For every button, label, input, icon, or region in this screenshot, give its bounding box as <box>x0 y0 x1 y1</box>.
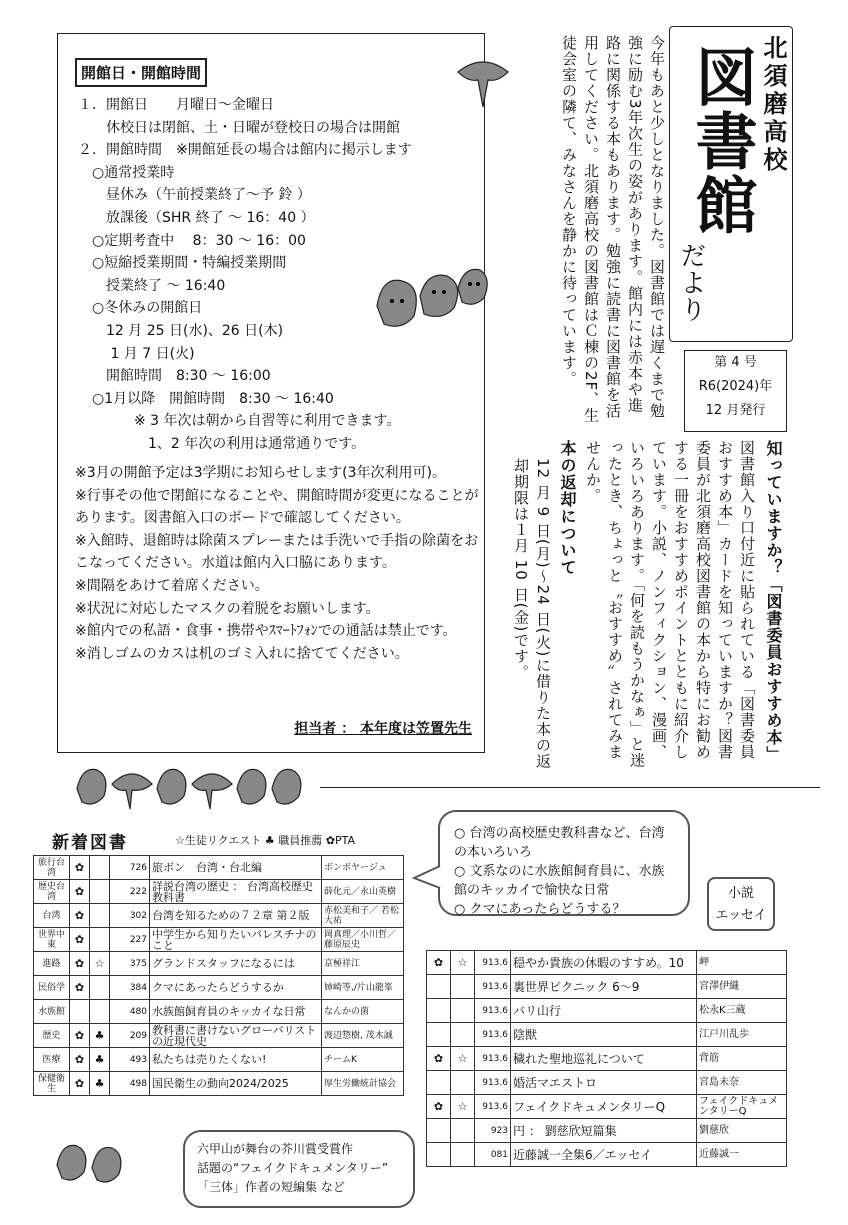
hours-line: 12 月 25 日(水)、26 日(木) <box>78 322 284 339</box>
table-row <box>34 1048 404 1072</box>
cell-mark: ✿ <box>70 880 90 904</box>
cell-class-number: 222 <box>110 880 150 904</box>
divider <box>320 787 820 788</box>
cell-mark: ✿ <box>427 1047 451 1071</box>
table-row <box>427 1047 787 1071</box>
table-row <box>34 880 404 904</box>
cell-category: 進路 <box>34 952 70 976</box>
cell-mark <box>427 1119 451 1143</box>
cell-author: 松永K三蔵 <box>697 999 787 1023</box>
cell-title: 裏世界ピクニック 6～9 <box>511 975 697 999</box>
cell-mark <box>90 904 110 928</box>
cell-mark: ♣ <box>90 1072 110 1096</box>
cell-class-number: 923 <box>475 1119 511 1143</box>
table-row <box>427 999 787 1023</box>
bubble-tail-icon <box>412 862 442 892</box>
table-row <box>427 1119 787 1143</box>
table-row <box>427 951 787 975</box>
table-row <box>34 1072 404 1096</box>
cell-title: 旅ボン 台湾・台北編 <box>150 856 322 880</box>
cell-class-number: 227 <box>110 928 150 952</box>
cell-mark: ☆ <box>451 1047 475 1071</box>
cell-class-number: 913.6 <box>475 975 511 999</box>
cell-title: 近藤誠一全集6／エッセイ <box>511 1143 697 1167</box>
cell-category: 民俗学 <box>34 976 70 1000</box>
table-row <box>34 976 404 1000</box>
cell-mark <box>451 1071 475 1095</box>
cell-mark <box>427 1023 451 1047</box>
hours-line: 1、2 年次の利用は通常通りです。 <box>78 435 366 452</box>
speech-bubble-genre: 小説 エッセイ <box>707 877 775 931</box>
masthead-title: 図書館 <box>685 45 758 237</box>
bubble-line: ○ クマにあったらどうする？ <box>454 902 626 917</box>
note: ※間隔をあけて着席ください。 <box>75 577 269 594</box>
cell-title: 水族館飼育員のキッカイな日常 <box>150 1000 322 1024</box>
hours-line: 昼休み（午前授業終了～予 鈴 ） <box>78 187 311 204</box>
intro-text: 今年もあと少しとなりました。図書館では遅くまで勉強に励む3年次生の姿があります。館内には赤本や進路に関係する本もあります。勉強に読書に図書館を活用してください。北須磨高校の図書館はＣ棟の2F、生徒会室の隣て、みなさんを静かに待っています。 <box>560 35 666 424</box>
bubble-line: 話題の“フェイクドキュメンタリー” <box>197 1161 389 1175</box>
hours-line: 1 月 7 日(火) <box>78 345 195 362</box>
cell-author: 宮澤伊織 <box>697 975 787 999</box>
cell-class-number: 726 <box>110 856 150 880</box>
cell-mark <box>427 999 451 1023</box>
cell-category: 台湾 <box>34 904 70 928</box>
cell-author: 姉崎等,/片山龍峯 <box>322 976 404 1000</box>
cell-mark: ✿ <box>70 976 90 1000</box>
note: ※状況に対応したマスクの着脱をお願いします。 <box>75 600 380 617</box>
cell-class-number: 913.6 <box>475 1095 511 1119</box>
cell-author: 近藤誠一 <box>697 1143 787 1167</box>
cell-title: グランドスタッフになるには <box>150 952 322 976</box>
table-row <box>427 975 787 999</box>
table-row <box>427 1095 787 1119</box>
hours-line: ○1月以降 開館時間 8:30 ～ 16:40 <box>78 390 334 407</box>
cell-title: バリ山行 <box>511 999 697 1023</box>
issue-number: 第 4 号 <box>714 355 757 370</box>
cell-class-number: 302 <box>110 904 150 928</box>
notes <box>75 462 480 665</box>
table-row <box>427 1023 787 1047</box>
bubble-line: ○ 台湾の高校歴史教科書など、台湾の本いろいろ <box>454 826 665 860</box>
note: ※館内での私語・食事・携帯やｽﾏｰﾄﾌｫﾝでの通話は禁止です。 <box>75 623 457 640</box>
cell-mark <box>90 928 110 952</box>
ginkgo-leaf-icon <box>448 52 518 112</box>
cell-category: 旅行台湾 <box>34 856 70 880</box>
new-books-title: 新着図書 <box>52 833 128 853</box>
cell-title: 穢れた聖地巡礼について <box>511 1047 697 1071</box>
cell-author: 岬 <box>697 951 787 975</box>
cell-class-number: 081 <box>475 1143 511 1167</box>
cell-title: 婚活マエストロ <box>511 1071 697 1095</box>
table-row <box>34 904 404 928</box>
table-row <box>427 1143 787 1167</box>
cell-author: 岡真理／小川哲／藤原辰史 <box>322 928 404 952</box>
cell-mark <box>451 1143 475 1167</box>
shitteimasu-body: 図書館入り口付近に貼られている「図書委員おすすめ本」カードを知っていますか？図書委員が北須磨高校図書館の本から特にお勧めする一冊をおすすめポイントとともに紹介しています。小説、ノンフィクション、漫画、いろいろあります。「何を読もうかなぁ」と迷ったとき、ちょっと〝おすすめ〟されてみませんか。 <box>584 440 756 769</box>
staff-in-charge: 担当者 ： 本年度は笠置先生 <box>294 721 472 737</box>
cell-mark <box>427 975 451 999</box>
issue-box <box>684 350 787 432</box>
cell-title: 国民衛生の動向2024/2025 <box>150 1072 322 1096</box>
cell-mark: ✿ <box>70 1024 90 1048</box>
hours-line: ○通常授業時 <box>78 164 175 181</box>
cell-author: なんかの菌 <box>322 1000 404 1024</box>
cell-author: 宮島未奈 <box>697 1071 787 1095</box>
speech-bubble-akutagawa <box>183 1130 415 1208</box>
cell-mark: ✿ <box>70 1048 90 1072</box>
cell-title: フェイクドキュメンタリーQ <box>511 1095 697 1119</box>
cell-mark: ✿ <box>70 928 90 952</box>
bubble-line: ○ 文系なのに水族館飼育員に、水族館のキッカイで愉快な日常 <box>454 864 665 898</box>
new-books-legend: ☆生徒リクエスト ♣ 職員推薦 ✿PTA <box>175 834 356 847</box>
cell-class-number: 493 <box>110 1048 150 1072</box>
cell-mark <box>451 1119 475 1143</box>
cell-author: 厚生労働統計協会 <box>322 1072 404 1096</box>
cell-author: 赤松美和子／ 若松大祐 <box>322 904 404 928</box>
cell-category: 水族館 <box>34 1000 70 1024</box>
cell-mark: ✿ <box>70 952 90 976</box>
hours-line: 放課後（SHR 終了 ～ 16：40 ） <box>78 209 315 226</box>
cell-class-number: 375 <box>110 952 150 976</box>
bubble-line: 「三体」作者の短編集 など <box>197 1180 345 1194</box>
note: ※入館時、退館時は除菌スプレーまたは手洗いで手指の除菌をおこなってください。水道は館内入口脇にあります。 <box>75 532 479 572</box>
cell-mark <box>70 1000 90 1024</box>
cell-title: 穏やか貴族の休暇のすすめ。10 <box>511 951 697 975</box>
cell-mark: ☆ <box>90 952 110 976</box>
hours-line: ○冬休みの開館日 <box>78 300 203 317</box>
cell-mark: ✿ <box>427 951 451 975</box>
table-row <box>34 1000 404 1024</box>
cell-category: 歴史台湾 <box>34 880 70 904</box>
cell-author: 京極祥江 <box>322 952 404 976</box>
cell-title: 円 ： 劉慈欣短篇集 <box>511 1119 697 1143</box>
cell-mark <box>427 1071 451 1095</box>
hours-line: 授業終了 ～ 16:40 <box>78 277 226 294</box>
hours-box <box>57 33 485 753</box>
cell-mark: ✿ <box>427 1095 451 1119</box>
shitteimasu-heading: 知っていますか？「図書委員おすすめ本」 <box>764 440 783 763</box>
table-row <box>34 856 404 880</box>
cell-mark <box>451 975 475 999</box>
leaf-characters-icon <box>372 266 492 346</box>
cell-class-number: 384 <box>110 976 150 1000</box>
cell-title: 中学生から知りたいパレスチナのこと <box>150 928 322 952</box>
cell-mark <box>427 1143 451 1167</box>
cell-title: 詳説台湾の歴史 ： 台湾高校歴史教科書 <box>150 880 322 904</box>
return-heading: 本の返却について <box>558 440 577 576</box>
cell-mark <box>90 856 110 880</box>
cell-title: 私たちは売りたくない! <box>150 1048 322 1072</box>
new-books-table <box>33 855 404 1096</box>
cell-mark: ♣ <box>90 1024 110 1048</box>
bubble-line: 六甲山が舞台の芥川賞受賞作 <box>197 1142 354 1156</box>
issue-month: 12 月発行 <box>705 403 766 418</box>
issue-year: R6(2024)年 <box>698 379 773 394</box>
note: ※消しゴムのカスは机のゴミ入れに捨ててください。 <box>75 645 409 662</box>
cell-category: 世界中東 <box>34 928 70 952</box>
cell-mark: ✿ <box>70 856 90 880</box>
cell-title: 台湾を知るための７２章 第２版 <box>150 904 322 928</box>
cell-author: 背筋 <box>697 1047 787 1071</box>
cell-mark: ✿ <box>70 904 90 928</box>
cell-author: チームK <box>322 1048 404 1072</box>
table-row <box>34 928 404 952</box>
masthead-subtitle: だより <box>676 242 706 323</box>
cell-category: 医療 <box>34 1048 70 1072</box>
cell-author: 江戸川乱歩 <box>697 1023 787 1047</box>
cell-author: ボンボヤージュ <box>322 856 404 880</box>
cell-mark <box>90 1000 110 1024</box>
masthead-school: 北須磨高校 <box>759 35 787 175</box>
cell-author: 渡辺惣樹, 茂木誠 <box>322 1024 404 1048</box>
hours-line: 開館時間 8:30 ～ 16:00 <box>78 368 271 385</box>
cell-class-number: 498 <box>110 1072 150 1096</box>
table-row <box>34 952 404 976</box>
hours-line: ○短縮授業期間・特編授業期間 <box>78 255 287 272</box>
cell-mark: ☆ <box>451 951 475 975</box>
note: ※3月の開館予定は3学期にお知らせします(3年次利用可)。 <box>75 465 446 481</box>
cell-mark <box>451 1023 475 1047</box>
cell-author: 薛化元／永山英樹 <box>322 880 404 904</box>
speech-bubble-taiwan <box>438 810 690 916</box>
cell-class-number: 913.6 <box>475 951 511 975</box>
return-body: 12 月 9 日(月)～24 日(火)に借りた本の返却期限は１月 10 日(金)です。 <box>512 458 552 770</box>
cell-class-number: 913.6 <box>475 1071 511 1095</box>
cell-title: 陰獣 <box>511 1023 697 1047</box>
hours-line: ※ 3 年次は朝から自習等に利用できます。 <box>78 413 401 430</box>
note: ※行事その他で閉館になることや、開館時間が変更になることがあります。図書館入口のボードで確認してください。 <box>75 487 479 527</box>
table-row <box>427 1071 787 1095</box>
hours-line: １．開館日 月曜日～金曜日 <box>78 97 274 113</box>
hours-line: ○定期考査中 8：30 ～ 16：00 <box>78 232 306 249</box>
masthead <box>669 26 793 342</box>
cell-mark: ✿ <box>70 1072 90 1096</box>
cell-mark: ♣ <box>90 1048 110 1072</box>
cell-class-number: 480 <box>110 1000 150 1024</box>
table-row <box>34 1024 404 1048</box>
leaf-characters-bottom-icon <box>52 1140 142 1190</box>
hours-line: 休校日は閉館、土・日曜が登校日の場合は開館 <box>78 119 400 136</box>
hours-title: 開館日・開館時間 <box>75 58 207 87</box>
cell-class-number: 913.6 <box>475 1047 511 1071</box>
cell-title: クマにあったらどうするか <box>150 976 322 1000</box>
cell-category: 歴史 <box>34 1024 70 1048</box>
cell-title: 教科書に書けないグローバリストの近現代史 <box>150 1024 322 1048</box>
shelf-table <box>426 950 787 1167</box>
cell-category: 保健衛生 <box>34 1072 70 1096</box>
cell-class-number: 913.6 <box>475 999 511 1023</box>
cell-mark <box>90 976 110 1000</box>
cell-class-number: 913.6 <box>475 1023 511 1047</box>
leaf-row-icon <box>72 764 312 814</box>
hours-line: ２．開館時間 ※開館延長の場合は館内に掲示します <box>78 142 412 159</box>
cell-author: 劉慈欣 <box>697 1119 787 1143</box>
cell-author: フェイクドキュメンタリーQ <box>697 1095 787 1119</box>
cell-mark <box>90 880 110 904</box>
cell-mark <box>451 999 475 1023</box>
cell-mark: ☆ <box>451 1095 475 1119</box>
cell-class-number: 209 <box>110 1024 150 1048</box>
